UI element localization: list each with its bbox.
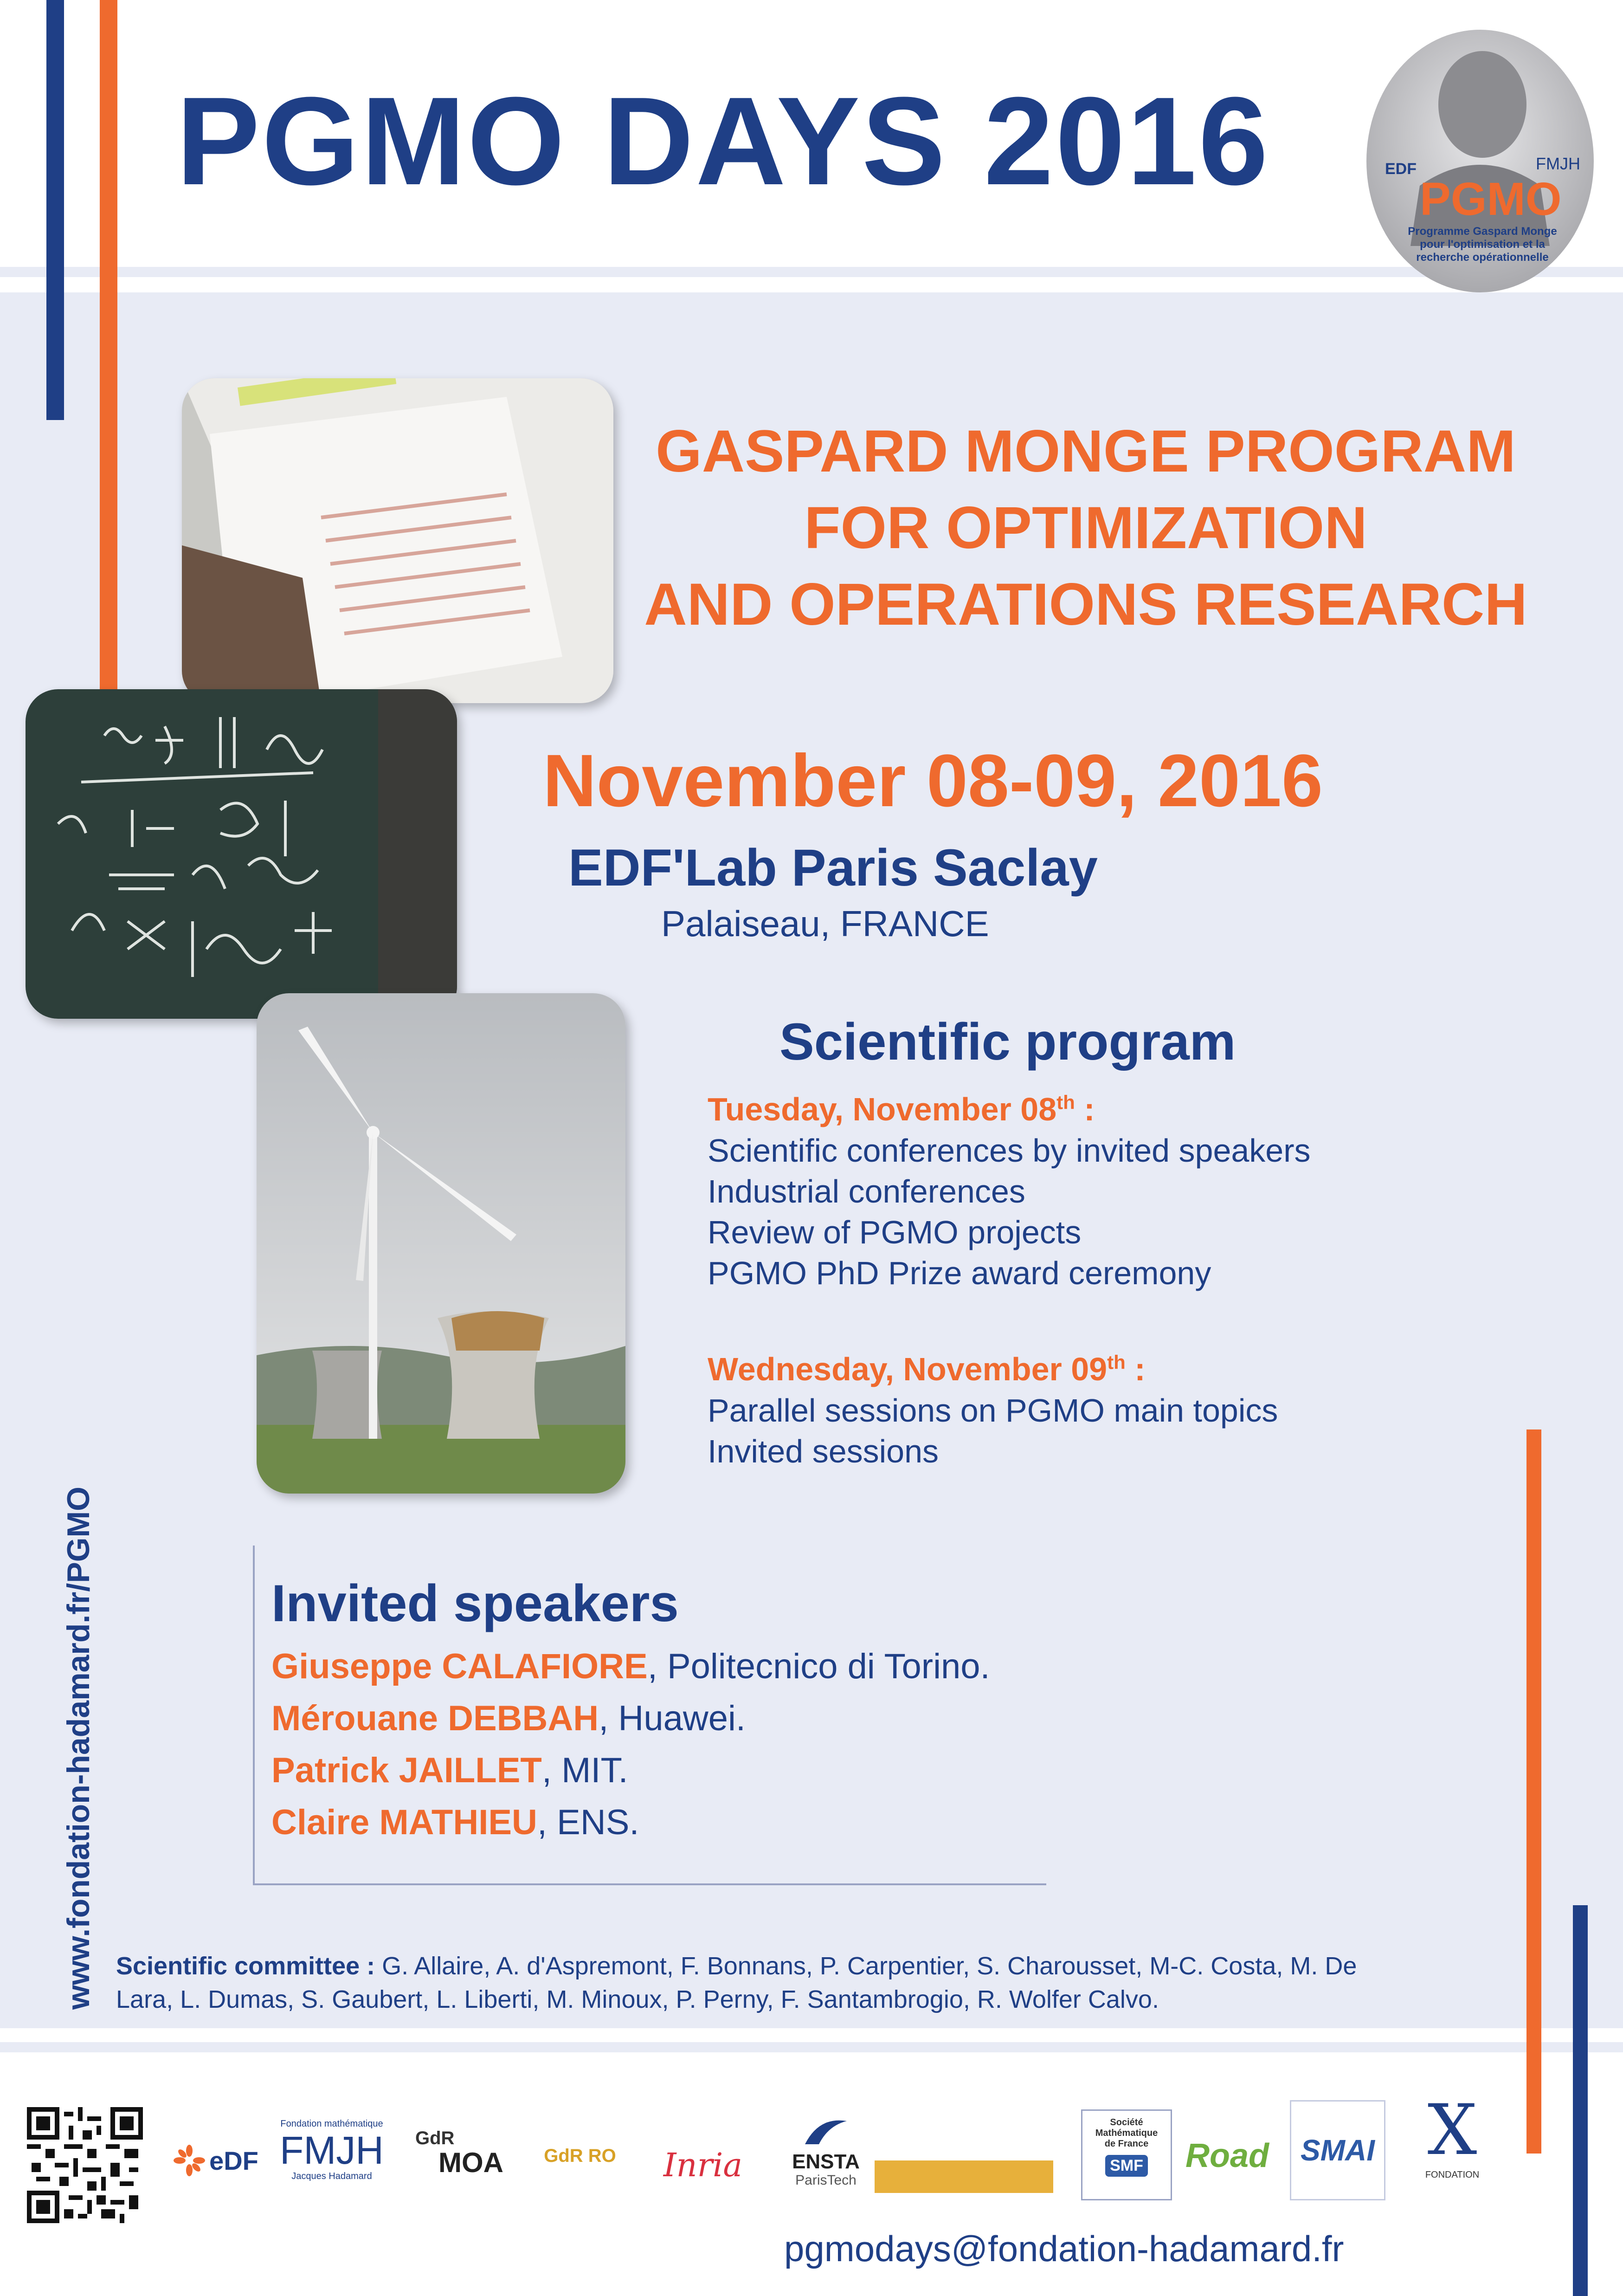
smf-logo[interactable] [1081,2109,1172,2200]
edf-flower-icon [173,2144,206,2177]
committee-label: Scientific committee : [116,1952,375,1980]
speaker-affiliation: , Huawei. [599,1699,746,1738]
speaker-item [271,1745,990,1797]
day1-list [708,1130,1311,1294]
speakers-heading: Invited speakers [271,1574,679,1632]
gdr-ro-wordmark: GdR RO [544,2145,616,2166]
speaker-name: Claire MATHIEU [271,1803,537,1842]
program-line-2: FOR OPTIMIZATION [804,495,1367,561]
gdr-moa-logo[interactable] [415,2128,517,2193]
committee-text [116,1949,1357,2016]
ensta-sub: ParisTech [795,2173,857,2188]
day1-suffix: : [1075,1091,1095,1127]
speaker-affiliation: , MIT. [541,1751,628,1790]
speaker-affiliation: , ENS. [537,1803,639,1842]
event-location: Palaiseau, FRANCE [661,903,989,944]
smf-line-2: Mathématique [1095,2128,1158,2138]
seal-pgmo: PGMO [1420,173,1562,225]
gdr-ro-logo[interactable] [541,2128,619,2184]
yellow-band-logo[interactable] [875,2160,1053,2193]
day1-label: Tuesday, November 08 [708,1091,1057,1127]
x-wordmark: X [1427,2090,1477,2171]
speaker-affiliation: , Politecnico di Torino. [647,1647,990,1686]
speaker-item [271,1693,990,1745]
list-item: Review of PGMO projects [708,1214,1082,1250]
orange-right-bar [1526,1429,1541,2154]
x-sub: FONDATION [1425,2170,1480,2180]
speaker-item [271,1641,990,1693]
smf-line-1: Société [1110,2117,1143,2128]
speakers-box-bottom-border [253,1883,1046,1885]
ensta-wordmark: ENSTA [792,2150,860,2173]
speaker-name: Mérouane DEBBAH [271,1699,599,1738]
fmjh-logo[interactable] [278,2114,385,2207]
edf-logo[interactable] [160,2135,271,2186]
bottom-divider-band [0,2042,1623,2052]
program-line-3: AND OPERATIONS RESEARCH [644,571,1527,638]
day2-heading [708,1351,1146,1388]
smai-logo[interactable] [1290,2100,1385,2200]
scientific-program-heading: Scientific program [779,1013,1236,1071]
smf-line-3: de France [1104,2139,1149,2149]
papers-photo [182,378,613,703]
smf-badge: SMF [1105,2155,1148,2177]
committee-line-2: Lara, L. Dumas, S. Gaubert, L. Liberti, M. Minoux, P. Perny, F. Santambrogio, R. Wolfer Calvo. [116,1986,1159,2013]
contact-email[interactable]: pgmodays@fondation-hadamard.fr [784,2228,1344,2269]
road-wordmark: Road [1185,2137,1269,2174]
speaker-name: Patrick JAILLET [271,1751,542,1790]
page-title: PGMO DAYS 2016 [176,71,1270,211]
pgmo-seal [1364,28,1596,295]
gdr-label: GdR [415,2128,455,2148]
moa-label: MOA [438,2147,503,2178]
ensta-logo[interactable] [779,2116,872,2209]
fondation-x-logo[interactable] [1406,2091,1499,2202]
day1-heading [708,1091,1095,1128]
day2-list [708,1390,1278,1472]
wind-turbine-photo [257,993,625,1494]
ensta-swoosh-icon [800,2116,851,2149]
inria-wordmark: Inria [663,2146,743,2184]
speaker-name: Giuseppe CALAFIORE [271,1647,648,1686]
committee-line-1 [116,1949,1357,1983]
navy-left-bar [46,0,64,420]
event-venue: EDF'Lab Paris Saclay [568,839,1098,897]
fmjh-small: Fondation mathématique [280,2119,383,2129]
chalkboard-photo [26,689,457,1019]
list-item: Scientific conferences by invited speakers [708,1132,1311,1169]
day2-suffix: : [1125,1351,1146,1387]
seal-fmjh: FMJH [1536,154,1580,173]
qr-code-icon[interactable] [27,2107,143,2223]
seal-caption: Programme Gaspard Monge pour l'optimisation et la recherche opérationnelle [1408,225,1557,264]
list-item: Industrial conferences [708,1173,1025,1209]
event-date: November 08-09, 2016 [543,739,1323,822]
speakers-box-left-border [253,1546,255,1884]
navy-right-bar [1573,1905,1588,2296]
speakers-list [271,1641,990,1849]
website-url[interactable]: www.fondation-hadamard.fr/PGMO [61,1486,96,2010]
inria-logo[interactable] [645,2140,761,2191]
program-line-1: GASPARD MONGE PROGRAM [656,418,1516,485]
list-item: PGMO PhD Prize award ceremony [708,1255,1211,1291]
fmjh-wordmark: FMJH [280,2128,384,2172]
road-logo[interactable] [1176,2116,1278,2195]
seal-edf: EDF [1385,160,1417,178]
day2-label: Wednesday, November 09 [708,1351,1108,1387]
fmjh-sub: Jacques Hadamard [291,2171,372,2181]
speaker-item [271,1797,990,1849]
day2-sup: th [1107,1351,1126,1373]
list-item: Invited sessions [708,1433,939,1469]
smai-wordmark: SMAI [1301,2134,1375,2167]
day1-sup: th [1056,1091,1075,1113]
list-item: Parallel sessions on PGMO main topics [708,1392,1278,1429]
committee-names-1: G. Allaire, A. d'Aspremont, F. Bonnans, P. Carpentier, S. Charousset, M-C. Costa, M. De [375,1952,1357,1980]
edf-wordmark: eDF [209,2146,258,2175]
